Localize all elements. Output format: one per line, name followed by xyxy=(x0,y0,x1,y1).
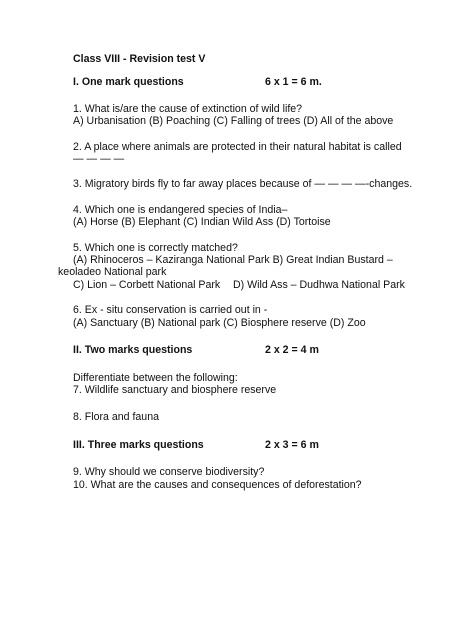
question-5-options-cd xyxy=(73,279,418,291)
question-3 xyxy=(73,178,418,190)
question-3-text: 3. Migratory birds fly to far away places because of — — — —-changes. xyxy=(73,178,413,191)
question-7 xyxy=(73,372,418,397)
page-title: Class VIII - Revision test V xyxy=(73,53,206,65)
question-9-text: 9. Why should we conserve biodiversity? xyxy=(73,466,265,479)
question-2-text: 2. A place where animals are protected in their natural habitat is called xyxy=(73,140,402,153)
question-1-options: A) Urbanisation (B) Poaching (C) Falling of trees (D) All of the above xyxy=(73,115,394,128)
question-9-10 xyxy=(73,466,418,491)
worksheet-page xyxy=(58,53,418,491)
question-1-text: 1. What is/are the cause of extinction of wild life? xyxy=(73,102,303,115)
question-8 xyxy=(73,411,418,423)
question-4 xyxy=(73,204,418,229)
question-10-text: 10. What are the causes and consequences of deforestation? xyxy=(73,478,362,491)
question-6 xyxy=(73,304,418,329)
section-three-marks: 2 x 3 = 6 m xyxy=(265,438,319,451)
question-8-text: 8. Flora and fauna xyxy=(73,411,159,424)
section-three-heading xyxy=(73,439,418,451)
section-two-label: II. Two marks questions xyxy=(73,344,193,357)
question-5-options-ab: (A) Rhinoceros – Kaziranga National Park B) Great Indian Bustard – keoladeo National park xyxy=(58,254,393,279)
question-4-text: 4. Which one is endangered species of India– xyxy=(73,203,288,216)
question-7-text: 7. Wildlife sanctuary and biosphere reserve xyxy=(73,383,277,396)
question-2 xyxy=(73,141,418,166)
section-one-heading xyxy=(73,76,418,88)
question-6-options: (A) Sanctuary (B) National park (C) Biosphere reserve (D) Zoo xyxy=(73,316,366,329)
differentiate-intro: Differentiate between the following: xyxy=(73,371,238,384)
section-two-heading xyxy=(73,344,418,356)
section-one-marks: 6 x 1 = 6 m. xyxy=(265,76,322,89)
question-5-option-c: C) Lion – Corbett National Park xyxy=(73,278,221,291)
question-4-options: (A) Horse (B) Elephant (C) Indian Wild Ass (D) Tortoise xyxy=(73,216,331,229)
question-2-blank: — — — — xyxy=(73,153,125,166)
section-three-label: III. Three marks questions xyxy=(73,438,204,451)
section-one-label: I. One mark questions xyxy=(73,76,184,89)
question-1 xyxy=(73,103,418,128)
question-5 xyxy=(58,241,418,292)
question-5-text: 5. Which one is correctly matched? xyxy=(73,241,238,254)
question-5-option-d: D) Wild Ass – Dudhwa National Park xyxy=(233,278,405,291)
section-two-marks: 2 x 2 = 4 m xyxy=(265,344,319,357)
question-6-text: 6. Ex - situ conservation is carried out in - xyxy=(73,304,268,317)
